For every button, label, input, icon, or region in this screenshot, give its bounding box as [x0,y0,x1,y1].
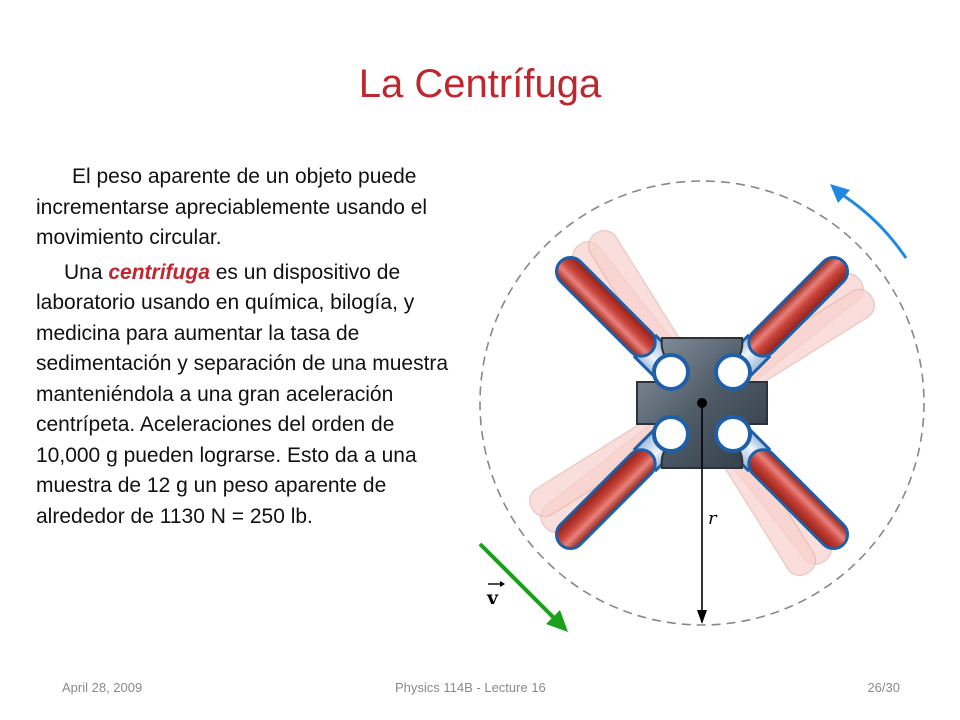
footer-course: Physics 114B - Lecture 16 [395,680,546,695]
centrifuga-emphasis: centrifuga [108,260,210,284]
rotation-arrow [838,192,906,258]
paragraph-2 [36,258,460,533]
radius-label: r [708,508,717,529]
footer-date: April 28, 2009 [62,680,143,695]
velocity-arrow [480,544,558,622]
paragraph-1-text: El peso aparente de un objeto puede incrementarse apreciablemente usando el movimiento circular. [36,165,428,249]
rotation-arrowhead [830,184,850,203]
paragraph-2-suffix: es un dispositivo de laboratorio usando en química, bilogía, y medicina para aumentar la tasa de sedimentación y separación de una muestra manteniéndola a una gran aceleración centrípeta. Aceleraciones del orden de 10,000 g pueden lograrse. Esto da a una muestra de 12 g un peso aparente de alrededor de 1130 N = 250 lb. [36,260,449,528]
paragraph-2-prefix: Una [64,260,109,284]
slide-title: La Centrífuga [358,62,602,106]
radius-arrowhead [697,610,707,624]
footer-page-number: 26/30 [867,680,900,695]
centrifuge-figure [470,170,930,640]
velocity-label: v [487,587,499,609]
slide-body [36,162,460,536]
paragraph-1 [36,162,460,254]
